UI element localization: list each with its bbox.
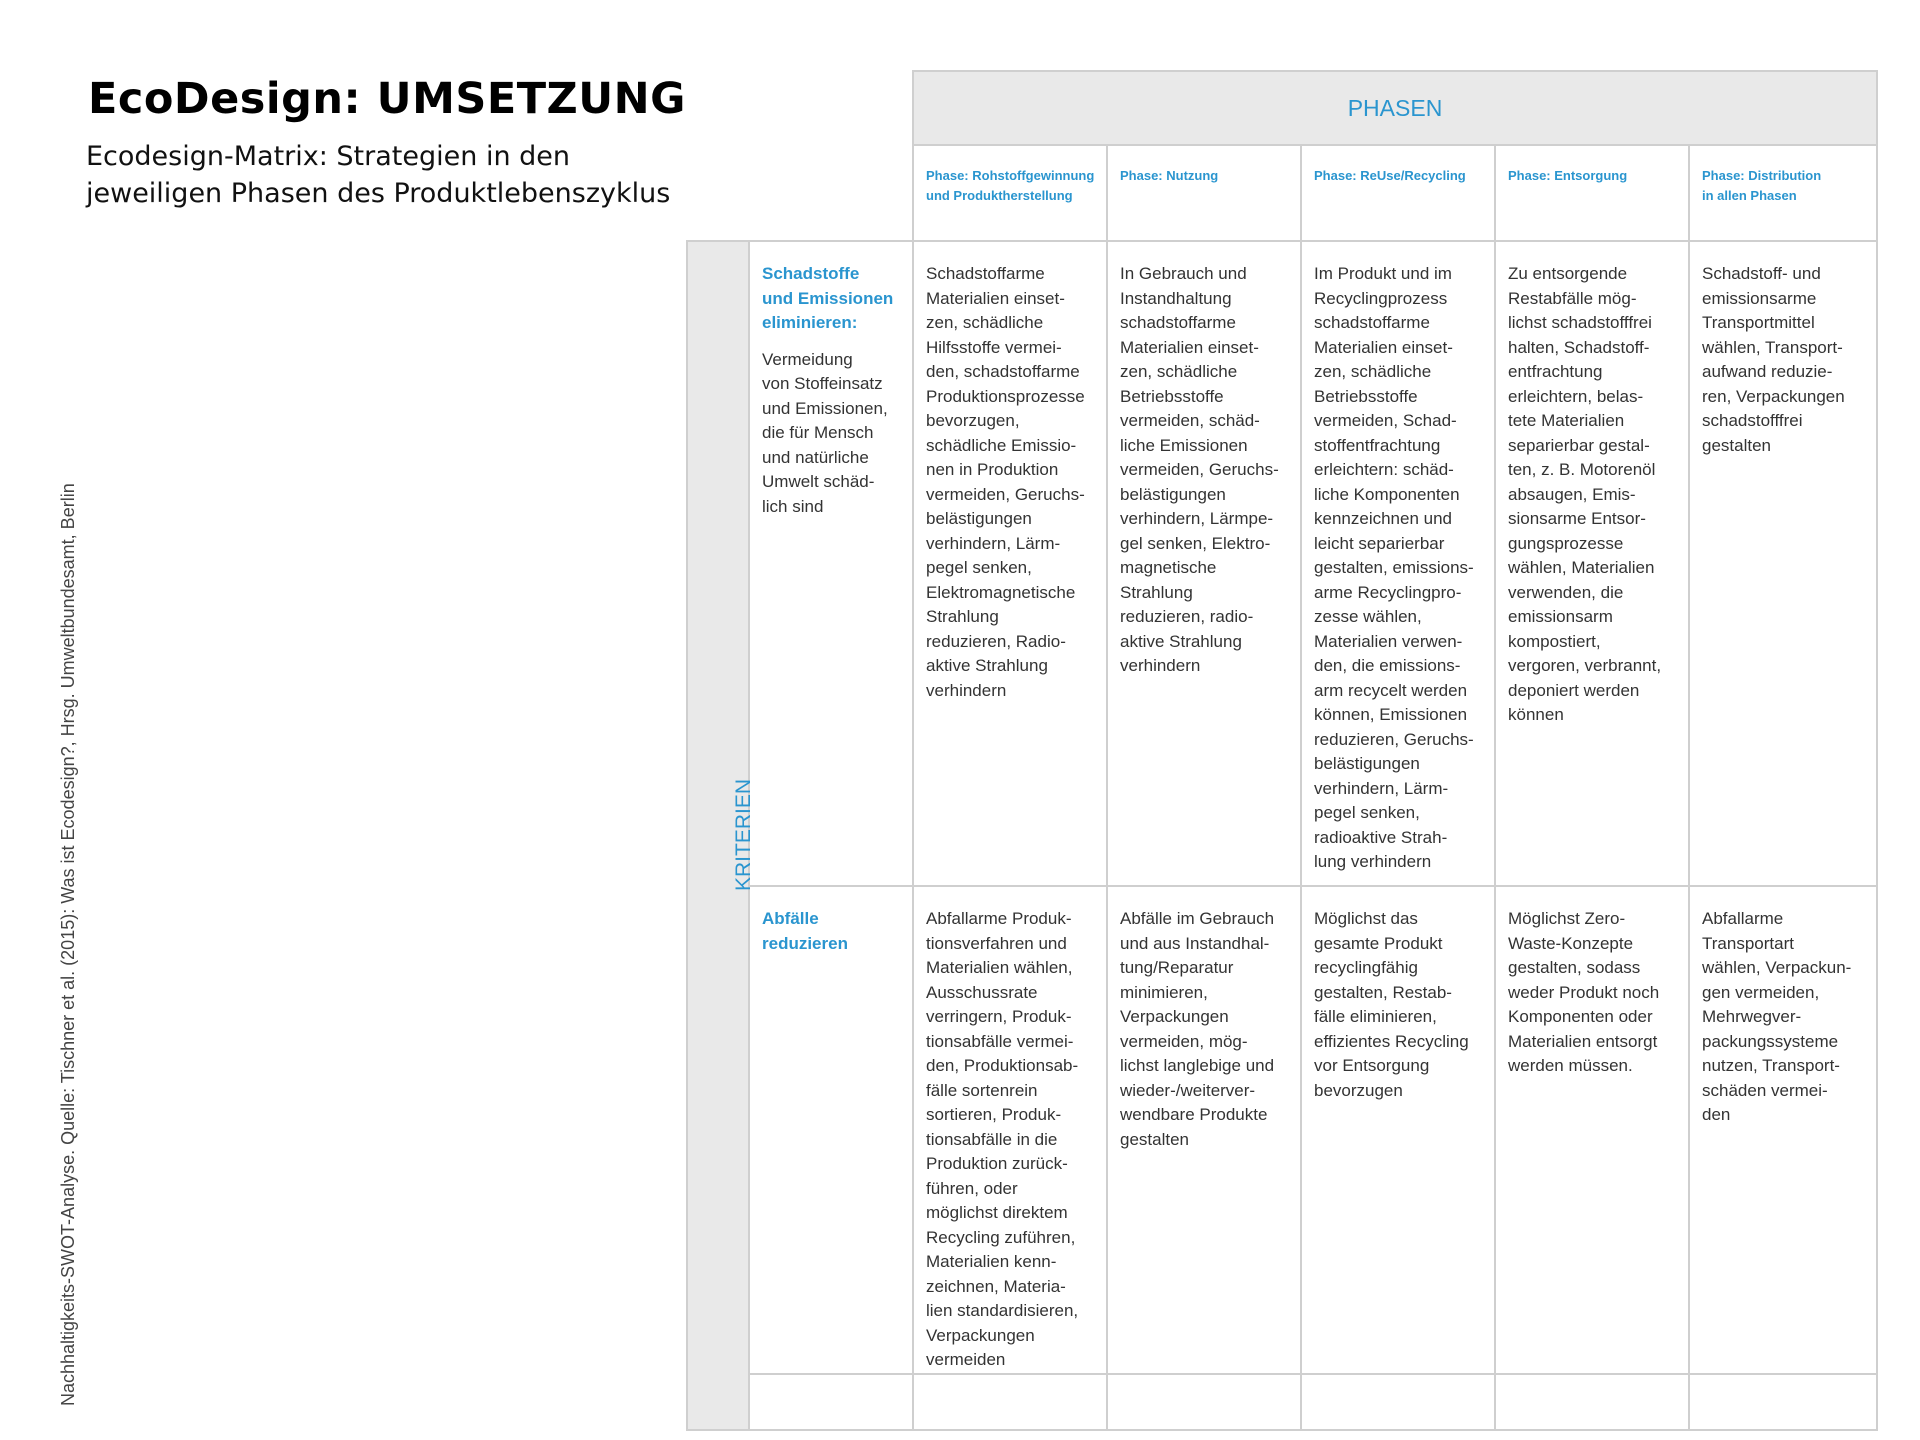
matrix-cell: Im Produkt und im Recyclingprozess schadstoffarme Materialien einset- zen, schädliche Betriebsstoffe vermeiden, Schad- stoffentfrachtung erleichtern: schäd- liche Komponenten kennzeichnen und leicht separierbar gestalten, emissions- arme Recyclingpro- zesse wählen, Materialien verwen- den, die emissions- arm recycelt werden können, Emissionen reduzieren, Geruchs- belästigungen verhindern, Lärm- pegel senken, radioaktive Strah- lung verhindern [1301, 241, 1495, 886]
source-note: Nachhaltigkeits-SWOT-Analyse. Quelle: Tischner et al. (2015): Was ist Ecodesign?, Hrsg. Umweltbundesamt, Berlin [58, 483, 78, 1406]
ecodesign-matrix [686, 70, 1876, 1406]
matrix-cell: Abfallarme Produk- tionsverfahren und Materialien wählen, Ausschussrate verringern, Produk- tionsabfälle vermei- den, Produktionsab- fälle sortenrein sortieren, Produk- tionsabfälle in die Produktion zurück- führen, oder möglichst direktem Recycling zuführen, Materialien kenn- zeichnen, Materia- lien standardisieren, Verpackungen vermeiden [913, 886, 1107, 1374]
criterion-schadstoffe [749, 241, 913, 886]
phase-header-rohstoff: Phase: Rohstoffgewinnung und Produktherstellung [913, 145, 1107, 241]
page-subtitle [86, 138, 706, 212]
matrix-cell: Abfälle im Gebrauch und aus Instandhal- tung/Reparatur minimieren, Verpackungen vermeiden, mög- lichst langlebige und wieder-/weiterver- wendbare Produkte gestalten [1107, 886, 1301, 1374]
empty-cell [1689, 1374, 1877, 1430]
phasen-header: PHASEN [913, 71, 1877, 145]
criterion-title: Schadstoffe und Emissionen eliminieren: [762, 264, 894, 332]
matrix-cell: Abfallarme Transportart wählen, Verpackun- gen vermeiden, Mehrwegver- packungssysteme nutzen, Transport- schäden vermei- den [1689, 886, 1877, 1374]
subtitle-text: Ecodesign-Matrix: Strategien in den jeweiligen Phasen des Produktlebenszyklus [86, 141, 671, 209]
empty-cell [1495, 1374, 1689, 1430]
phase-header-entsorgung: Phase: Entsorgung [1495, 145, 1689, 241]
criterion-description: Vermeidung von Stoffeinsatz und Emissionen, die für Mensch und natürliche Umwelt schäd- lich sind [762, 349, 888, 516]
corner-blank [687, 145, 913, 241]
matrix-cell: Möglichst das gesamte Produkt recyclingfähig gestalten, Restab- fälle eliminieren, effizientes Recycling vor Entsorgung bevorzugen [1301, 886, 1495, 1374]
empty-cell [1107, 1374, 1301, 1430]
phase-header-recycling: Phase: ReUse/Recycling [1301, 145, 1495, 241]
matrix-cell: Möglichst Zero- Waste-Konzepte gestalten, sodass weder Produkt noch Komponenten oder Materialien entsorgt werden müssen. [1495, 886, 1689, 1374]
empty-cell [913, 1374, 1107, 1430]
criterion-abfaelle [749, 886, 913, 1374]
page-title: EcoDesign: UMSETZUNG [88, 74, 686, 124]
phase-header-distribution: Phase: Distribution in allen Phasen [1689, 145, 1877, 241]
corner-blank [687, 71, 913, 145]
matrix-cell: In Gebrauch und Instandhaltung schadstoffarme Materialien einset- zen, schädliche Betriebsstoffe vermeiden, schäd- liche Emissionen vermeiden, Geruchs- belästigungen verhindern, Lärmpe- gel senken, Elektro- magnetische Strahlung reduzieren, radio- aktive Strahlung verhindern [1107, 241, 1301, 886]
phase-header-nutzung: Phase: Nutzung [1107, 145, 1301, 241]
empty-cell [749, 1374, 913, 1430]
empty-cell [1301, 1374, 1495, 1430]
kriterien-label-cell [687, 241, 756, 1430]
matrix-cell: Schadstoffarme Materialien einset- zen, schädliche Hilfsstoffe vermei- den, schadstoffarme Produktionsprozesse bevorzugen, schädliche Emissio- nen in Produktion vermeiden, Geruchs- belästigungen verhindern, Lärm- pegel senken, Elektromagnetische Strahlung reduzieren, Radio- aktive Strahlung verhindern [913, 241, 1107, 886]
matrix-cell: Zu entsorgende Restabfälle mög- lichst schadstofffrei halten, Schadstoff- entfrachtung erleichtern, belas- tete Materialien separierbar gestal- ten, z. B. Motorenöl absaugen, Emis- sionsarme Entsor- gungsprozesse wählen, Materialien verwenden, die emissionsarm kompostiert, vergoren, verbrannt, deponiert werden können [1495, 241, 1689, 886]
matrix-cell: Schadstoff- und emissionsarme Transportmittel wählen, Transport- aufwand reduzie- ren, Verpackungen schadstofffrei gestalten [1689, 241, 1877, 886]
criterion-title: Abfälle reduzieren [762, 909, 848, 953]
matrix-table [686, 70, 1878, 1431]
kriterien-label: KRITERIEN [732, 779, 756, 892]
